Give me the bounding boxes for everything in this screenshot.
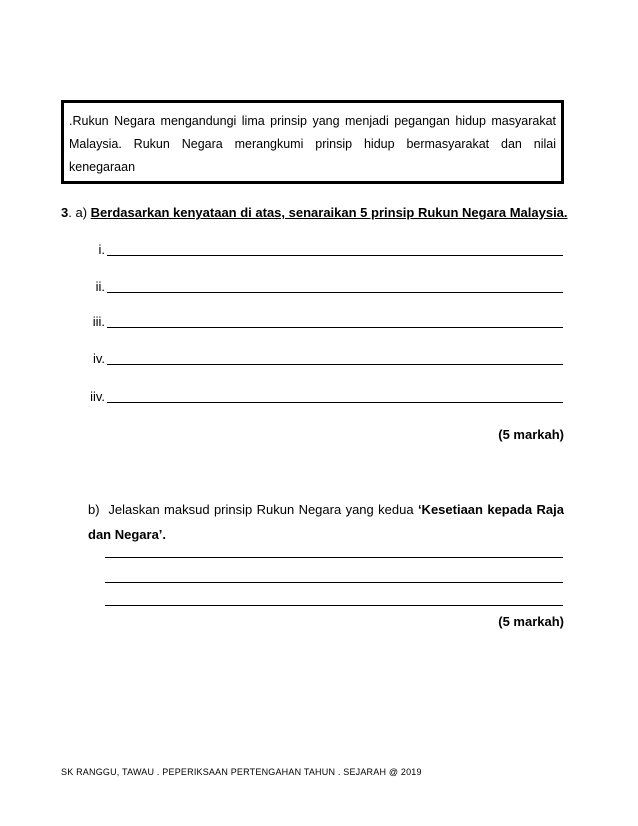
question-3b-quoted: ‘Kesetiaan kepada Raja dan Negara’. xyxy=(88,502,564,542)
answer-line-3[interactable] xyxy=(80,314,563,330)
page-footer: SK RANGGU, TAWAU . PEPERIKSAAN PERTENGAHAN TAHUN . SEJARAH @ 2019 xyxy=(61,767,422,777)
answer-line-1[interactable] xyxy=(80,242,563,258)
writing-line[interactable] xyxy=(105,557,563,558)
answer-blank[interactable] xyxy=(107,364,563,365)
question-3b xyxy=(88,497,564,547)
answer-blank[interactable] xyxy=(107,255,563,256)
answer-blank[interactable] xyxy=(107,402,563,403)
passage-text: .Rukun Negara mengandungi lima prinsip yang menjadi pegangan hidup masyarakat Malaysia. Rukun Negara merangkumi prinsip hidup bermasyarakat dan nilai kenegaraan xyxy=(69,114,556,174)
answer-label: iv. xyxy=(92,351,105,366)
question-stem: Berdasarkan kenyataan di atas, senaraikan 5 prinsip Rukun Negara Malaysia. xyxy=(90,205,568,220)
answer-blank[interactable] xyxy=(107,327,563,328)
answer-line-4[interactable] xyxy=(80,351,563,367)
answer-label: iii. xyxy=(92,314,105,329)
question-3a xyxy=(61,205,568,220)
passage-box xyxy=(61,100,564,184)
answer-line-2[interactable] xyxy=(80,279,563,295)
writing-line[interactable] xyxy=(105,605,563,606)
question-part-label: . a) xyxy=(68,205,91,220)
marks-label: (5 markah) xyxy=(498,614,564,629)
marks-label: (5 markah) xyxy=(498,427,564,442)
answer-label: i. xyxy=(98,242,105,257)
writing-line[interactable] xyxy=(105,582,563,583)
answer-label: ii. xyxy=(95,279,105,294)
answer-label: iiv. xyxy=(90,389,105,404)
answer-line-5[interactable] xyxy=(80,389,563,405)
question-part-label: b) xyxy=(88,502,100,517)
question-number: 3 xyxy=(61,205,69,220)
question-3b-text: Jelaskan maksud prinsip Rukun Negara yang kedua xyxy=(108,502,418,517)
answer-blank[interactable] xyxy=(107,292,563,293)
